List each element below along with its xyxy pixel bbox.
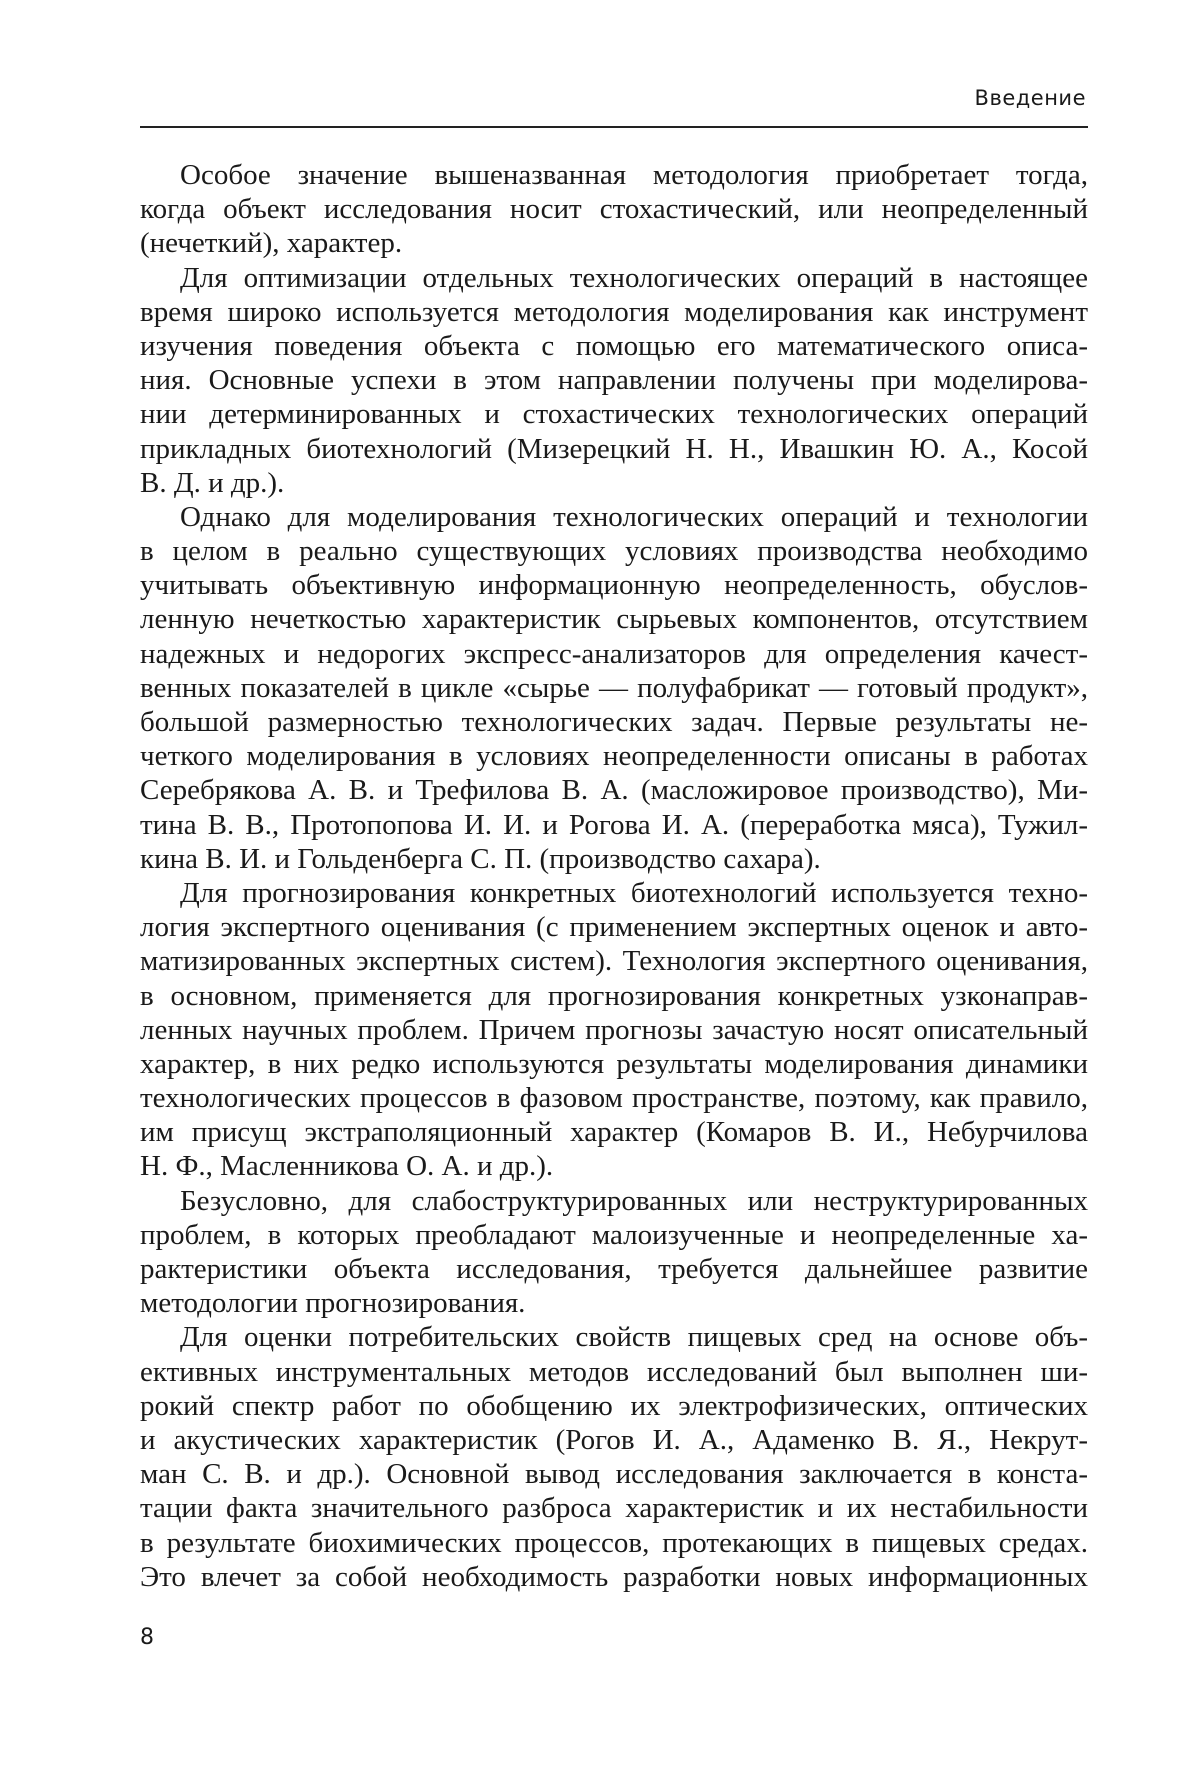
text-line: Однако для моделирования технологических операций и технологии [180,500,1088,533]
text-line: матизированных экспертных систем). Технология экспертного оценивания, [140,945,1088,978]
text-line: Серебрякова А. В. и Трефилова В. А. (масложировое производство), Ми- [140,774,1088,807]
text-line: рокий спектр работ по обобщению их электрофизических, оптических [140,1389,1088,1422]
text-line: нии детерминированных и стохастических технологических операций [140,398,1088,431]
text-line: им присущ экстраполяционный характер (Комаров В. И., Небурчилова [140,1116,1088,1149]
text-line: время широко используется методология моделирования как инструмент [140,295,1088,328]
text-line: характер, в них редко используются результаты моделирования динамики [140,1047,1088,1080]
text-line: и акустических характеристик (Рогов И. А., Адаменко В. Я., Некрут- [140,1423,1088,1456]
text-line: технологических процессов в фазовом пространстве, поэтому, как правило, [140,1082,1088,1115]
text-line: кина В. И. и Гольденберга С. П. (производство сахара). [140,842,821,875]
text-line: венных показателей в цикле «сырье — полуфабрикат — готовый продукт», [140,671,1088,704]
text-line: большой размерностью технологических задач. Первые результаты не- [140,706,1088,738]
text-line: ленных научных проблем. Причем прогнозы зачастую носят описательный [140,1013,1088,1046]
text-line: в результате биохимических процессов, протекающих в пищевых средах. [140,1526,1088,1559]
text-line: Безусловно, для слабоструктурированных или неструктурированных [180,1184,1088,1217]
text-line: прикладных биотехнологий (Мизерецкий Н. Н., Ивашкин Ю. А., Косой [140,432,1088,465]
text-line: тина В. В., Протопопова И. И. и Рогова И. А. (переработка мяса), Тужил- [140,808,1088,841]
text-line: Н. Ф., Масленникова О. А. и др.). [140,1150,554,1183]
text-line: четкого моделирования в условиях неопределенности описаны в работах [140,740,1088,773]
text-line: ман С. В. и др.). Основной вывод исследования заключается в конста- [140,1458,1088,1491]
text-line: в основном, применяется для прогнозирования конкретных узконаправ- [140,979,1088,1012]
text-line: (нечеткий), характер. [140,227,403,260]
text-line: надежных и недорогих экспресс-анализаторов для определения качест- [140,637,1088,670]
text-line: Для прогнозирования конкретных биотехнологий используется техно- [180,876,1088,909]
running-head [140,86,1088,128]
text-line: изучения поведения объекта с помощью его математического описа- [140,329,1088,362]
text-line: Для оценки потребительских свойств пищевых сред на основе объ- [180,1321,1088,1354]
text-line: Это влечет за собой необходимость разработки новых информационных [140,1560,1088,1593]
text-line: ективных инструментальных методов исследований был выполнен ши- [140,1355,1088,1388]
text-line: В. Д. и др.). [140,466,285,499]
body-text [140,158,1088,1594]
text-line: ния. Основные успехи в этом направлении получены при моделирова- [140,364,1088,397]
text-line: методологии прогнозирования. [140,1287,526,1320]
text-line: тации факта значительного разброса характеристик и их нестабильности [140,1492,1088,1525]
text-line: ленную нечеткостью характеристик сырьевых компонентов, отсутствием [140,603,1088,636]
text-line: когда объект исследования носит стохастический, или неопределенный [140,193,1088,226]
text-line: проблем, в которых преобладают малоизученные и неопределенные ха- [140,1218,1088,1251]
text-line: рактеристики объекта исследования, требуется дальнейшее развитие [140,1253,1088,1285]
text-line: логия экспертного оценивания (с применением экспертных оценок и авто- [140,911,1088,944]
page-number: 8 [140,1625,154,1650]
text-line: учитывать объективную информационную неопределенность, обуслов- [140,569,1088,602]
text-line: Особое значение вышеназванная методология приобретает тогда, [180,159,1088,191]
text-line: Для оптимизации отдельных технологических операций в настоящее [180,261,1088,294]
text-line: в целом в реально существующих условиях производства необходимо [140,535,1088,568]
running-head-title: Введение [974,86,1086,110]
